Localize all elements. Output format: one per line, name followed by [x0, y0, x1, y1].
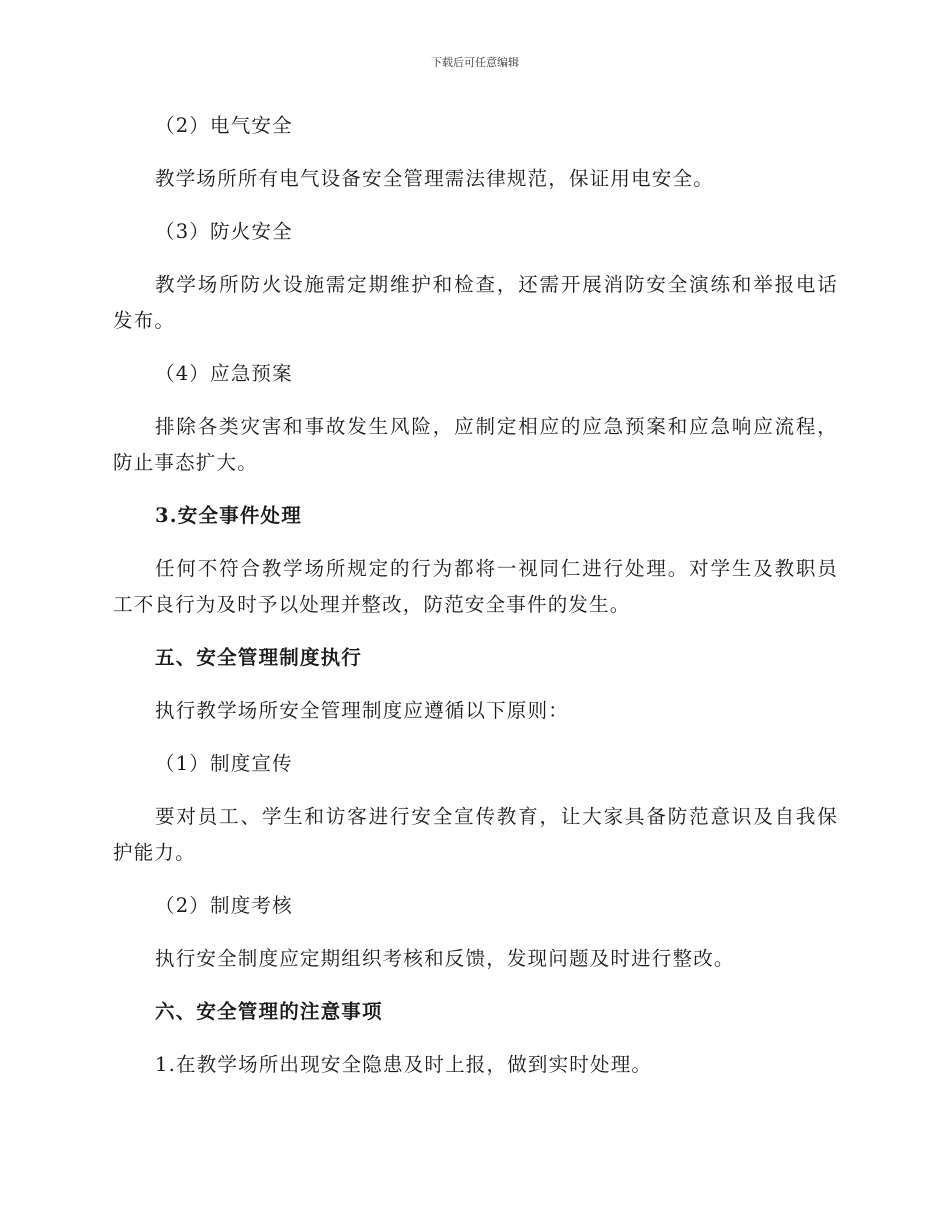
- paragraph-emergency-plan: 排除各类灾害和事故发生风险，应制定相应的应急预案和应急响应流程，防止事态扩大。: [113, 415, 838, 474]
- subsection-electrical-safety: （2）电气安全: [155, 114, 293, 137]
- heading-incident-handling: 3.安全事件处理: [155, 504, 302, 527]
- subsection-policy-promotion: （1）制度宣传: [155, 752, 293, 775]
- subsection-fire-safety: （3）防火安全: [155, 220, 293, 243]
- heading-section-six: 六、安全管理的注意事项: [155, 1000, 383, 1023]
- subsection-emergency-plan: （4）应急预案: [155, 362, 293, 385]
- paragraph-note-one: 1.在教学场所出现安全隐患及时上报，做到实时处理。: [155, 1053, 653, 1076]
- paragraph-policy-promotion: 要对员工、学生和访客进行安全宣传教育，让大家具备防范意识及自我保护能力。: [113, 805, 838, 864]
- heading-section-five: 五、安全管理制度执行: [155, 646, 363, 669]
- paragraph-policy-assessment: 执行安全制度应定期组织考核和反馈，发现问题及时进行整改。: [155, 947, 735, 970]
- subsection-policy-assessment: （2）制度考核: [155, 894, 293, 917]
- page-header: 下载后可任意编辑: [431, 56, 519, 69]
- paragraph-fire-safety: 教学场所防火设施需定期维护和检查，还需开展消防安全演练和举报电话发布。: [113, 273, 838, 332]
- paragraph-electrical-safety: 教学场所所有电气设备安全管理需法律规范，保证用电安全。: [155, 167, 714, 190]
- paragraph-principles-intro: 执行教学场所安全管理制度应遵循以下原则：: [155, 699, 570, 722]
- document-body: [113, 108, 838, 1100]
- paragraph-incident-handling: 任何不符合教学场所规定的行为都将一视同仁进行处理。对学生及教职员工不良行为及时予以处理并整改，防范安全事件的发生。: [113, 557, 838, 616]
